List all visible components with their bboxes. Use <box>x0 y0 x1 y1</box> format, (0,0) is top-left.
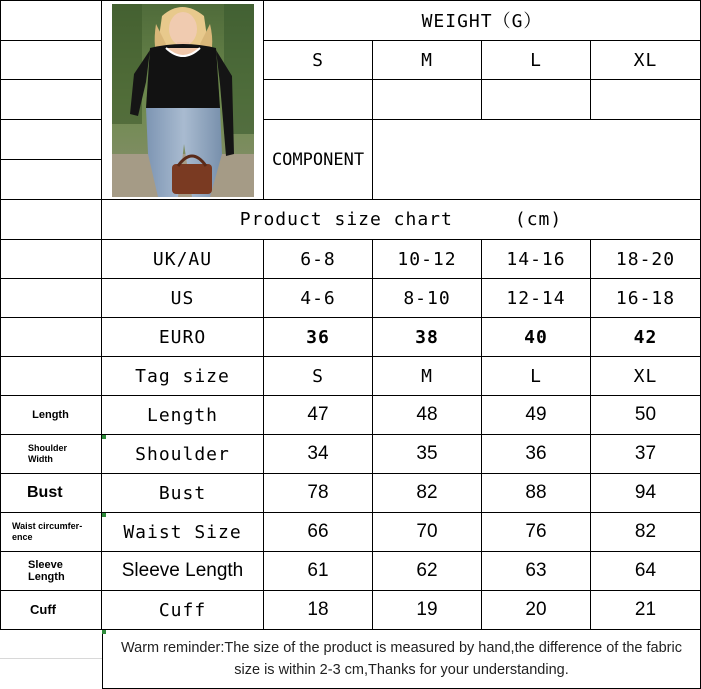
sleeve-m: 62 <box>373 552 482 591</box>
cell-marker <box>102 630 106 634</box>
weight-value-l <box>482 80 591 120</box>
side-label-cuff: Cuff <box>0 591 102 630</box>
weight-size-l: L <box>482 41 591 80</box>
waist-s: 66 <box>264 513 373 552</box>
row-label-shoulder: Shoulder <box>102 435 264 474</box>
component-value <box>373 120 701 200</box>
row-label-bust: Bust <box>102 474 264 513</box>
row-label-waist: Waist Size <box>102 513 264 552</box>
left-blank-cell <box>0 279 102 318</box>
row-label-euro: EURO <box>102 318 264 357</box>
shoulder-m: 35 <box>373 435 482 474</box>
weight-size-m: M <box>373 41 482 80</box>
sleeve-s: 61 <box>264 552 373 591</box>
left-blank-cell <box>0 120 102 160</box>
ukau-m: 10-12 <box>373 240 482 279</box>
bust-xl: 94 <box>591 474 701 513</box>
euro-xl: 42 <box>591 318 701 357</box>
bust-m: 82 <box>373 474 482 513</box>
ukau-xl: 18-20 <box>591 240 701 279</box>
row-label-us: US <box>102 279 264 318</box>
cuff-l: 20 <box>482 591 591 630</box>
product-photo <box>112 4 254 197</box>
us-m: 8-10 <box>373 279 482 318</box>
euro-s: 36 <box>264 318 373 357</box>
weight-size-s: S <box>264 41 373 80</box>
row-label-ukau: UK/AU <box>102 240 264 279</box>
chart-title-row <box>102 200 701 240</box>
tag-l: L <box>482 357 591 396</box>
cell-marker <box>102 513 106 517</box>
shoulder-l: 36 <box>482 435 591 474</box>
left-blank-cell <box>0 160 102 200</box>
row-label-tag-size: Tag size <box>102 357 264 396</box>
us-xl: 16-18 <box>591 279 701 318</box>
us-l: 12-14 <box>482 279 591 318</box>
length-m: 48 <box>373 396 482 435</box>
length-l: 49 <box>482 396 591 435</box>
row-label-length: Length <box>102 396 264 435</box>
shoulder-xl: 37 <box>591 435 701 474</box>
side-label-bust: Bust <box>0 474 102 513</box>
shoulder-s: 34 <box>264 435 373 474</box>
row-label-sleeve: Sleeve Length <box>102 552 264 591</box>
euro-l: 40 <box>482 318 591 357</box>
left-blank-cell <box>0 240 102 279</box>
warm-reminder: Warm reminder:The size of the product is measured by hand,the difference of the fabric size is within 2-3 cm,Thanks for your understanding. <box>102 630 701 689</box>
bust-l: 88 <box>482 474 591 513</box>
length-xl: 50 <box>591 396 701 435</box>
left-blank-cell <box>0 80 102 120</box>
side-label-length: Length <box>0 396 102 435</box>
tag-xl: XL <box>591 357 701 396</box>
side-label-shoulder: Shoulder Width <box>0 435 102 474</box>
chart-unit: (cm) <box>514 209 563 230</box>
left-blank-cell <box>0 0 102 41</box>
ukau-s: 6-8 <box>264 240 373 279</box>
weight-value-m <box>373 80 482 120</box>
cuff-xl: 21 <box>591 591 701 630</box>
chart-title: Product size chart <box>239 209 453 230</box>
waist-xl: 82 <box>591 513 701 552</box>
left-blank-cell <box>0 200 102 240</box>
us-s: 4-6 <box>264 279 373 318</box>
weight-size-xl: XL <box>591 41 701 80</box>
ukau-l: 14-16 <box>482 240 591 279</box>
weight-value-s <box>264 80 373 120</box>
left-blank-cell <box>0 41 102 80</box>
tag-s: S <box>264 357 373 396</box>
sleeve-l: 63 <box>482 552 591 591</box>
side-label-sleeve: Sleeve Length <box>0 552 102 591</box>
side-label-waist: Waist circumfer-ence <box>0 513 102 552</box>
weight-value-xl <box>591 80 701 120</box>
weight-header: WEIGHT（G） <box>264 0 701 41</box>
cell-marker <box>102 435 106 439</box>
waist-m: 70 <box>373 513 482 552</box>
waist-l: 76 <box>482 513 591 552</box>
euro-m: 38 <box>373 318 482 357</box>
left-bottom-line <box>0 658 102 659</box>
tag-m: M <box>373 357 482 396</box>
component-label: COMPONENT <box>264 120 373 200</box>
sleeve-xl: 64 <box>591 552 701 591</box>
cuff-m: 19 <box>373 591 482 630</box>
cuff-s: 18 <box>264 591 373 630</box>
length-s: 47 <box>264 396 373 435</box>
left-blank-cell <box>0 318 102 357</box>
left-blank-cell <box>0 357 102 396</box>
row-label-cuff: Cuff <box>102 591 264 630</box>
bust-s: 78 <box>264 474 373 513</box>
